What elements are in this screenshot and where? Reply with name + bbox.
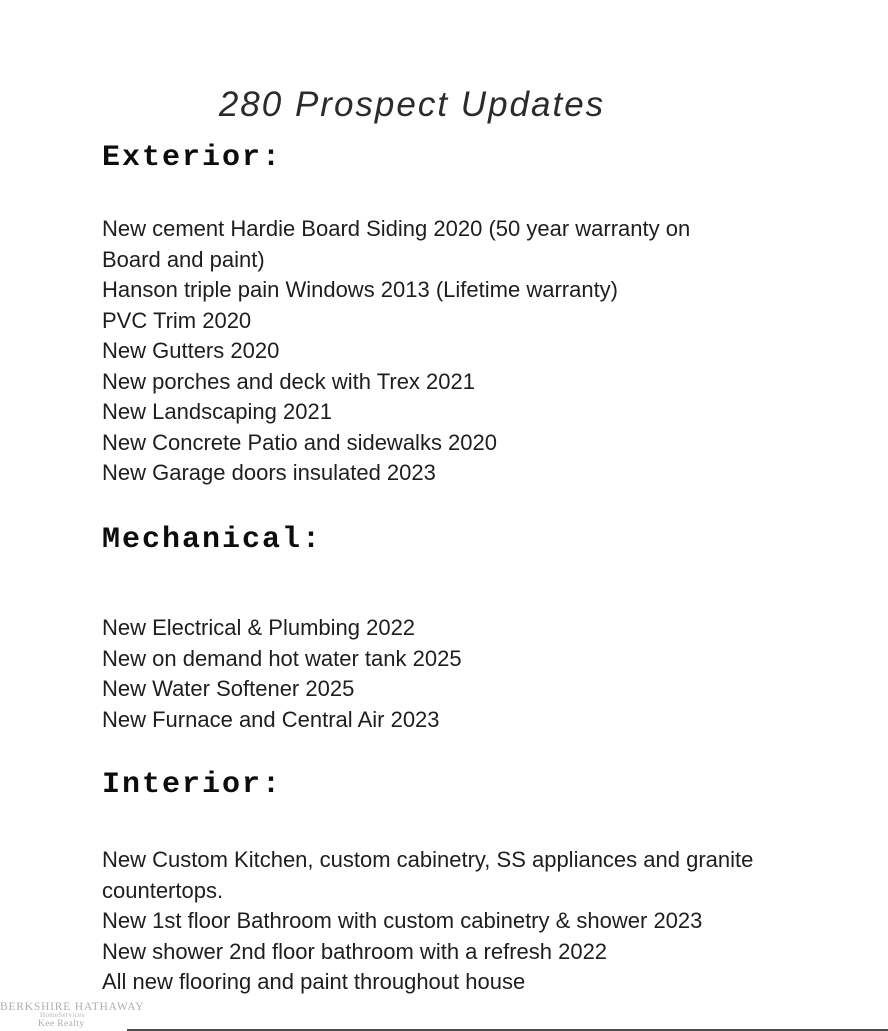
section-heading-exterior: Exterior: [102,141,283,175]
update-line: countertops. [102,877,224,903]
update-line: New Concrete Patio and sidewalks 2020 [102,429,498,455]
update-line: PVC Trim 2020 [102,307,252,333]
update-line: New porches and deck with Trex 2021 [102,368,475,394]
update-line: New Custom Kitchen, custom cabinetry, SS appliances and granite [102,847,754,872]
update-line: New shower 2nd floor bathroom with a refresh 2022 [102,938,608,964]
document-title: 280 Prospect Updates [218,85,606,124]
update-line: Board and paint) [102,246,265,272]
section-heading-interior: Interior: [102,768,283,802]
update-line: New 1st floor Bathroom with custom cabinetry & shower 2023 [102,908,703,933]
update-line: New Electrical & Plumbing 2022 [102,615,416,640]
section-list-mechanical [102,613,462,735]
brokerage-watermark [0,1000,150,1031]
update-line: Hanson triple pain Windows 2013 (Lifetime warranty) [102,277,619,302]
section-list-exterior [102,214,690,489]
watermark-homeservices-text: HomeServices [40,1011,85,1019]
section-heading-mechanical: Mechanical: [102,523,323,557]
update-line: New Landscaping 2021 [102,399,332,424]
section-list-interior [102,845,753,998]
watermark-realty-text: Kee Realty [38,1019,85,1029]
update-line: New Furnace and Central Air 2023 [102,706,440,732]
update-line: New cement Hardie Board Siding 2020 (50 year warranty on [102,216,691,241]
watermark-brand-text: BERKSHIRE HATHAWAY [0,1001,145,1013]
update-line: New Water Softener 2025 [102,676,355,701]
update-line: All new flooring and paint throughout house [102,969,526,994]
update-line: New Garage doors insulated 2023 [102,460,436,485]
update-line: New Gutters 2020 [102,338,280,363]
update-line: New on demand hot water tank 2025 [102,645,462,671]
